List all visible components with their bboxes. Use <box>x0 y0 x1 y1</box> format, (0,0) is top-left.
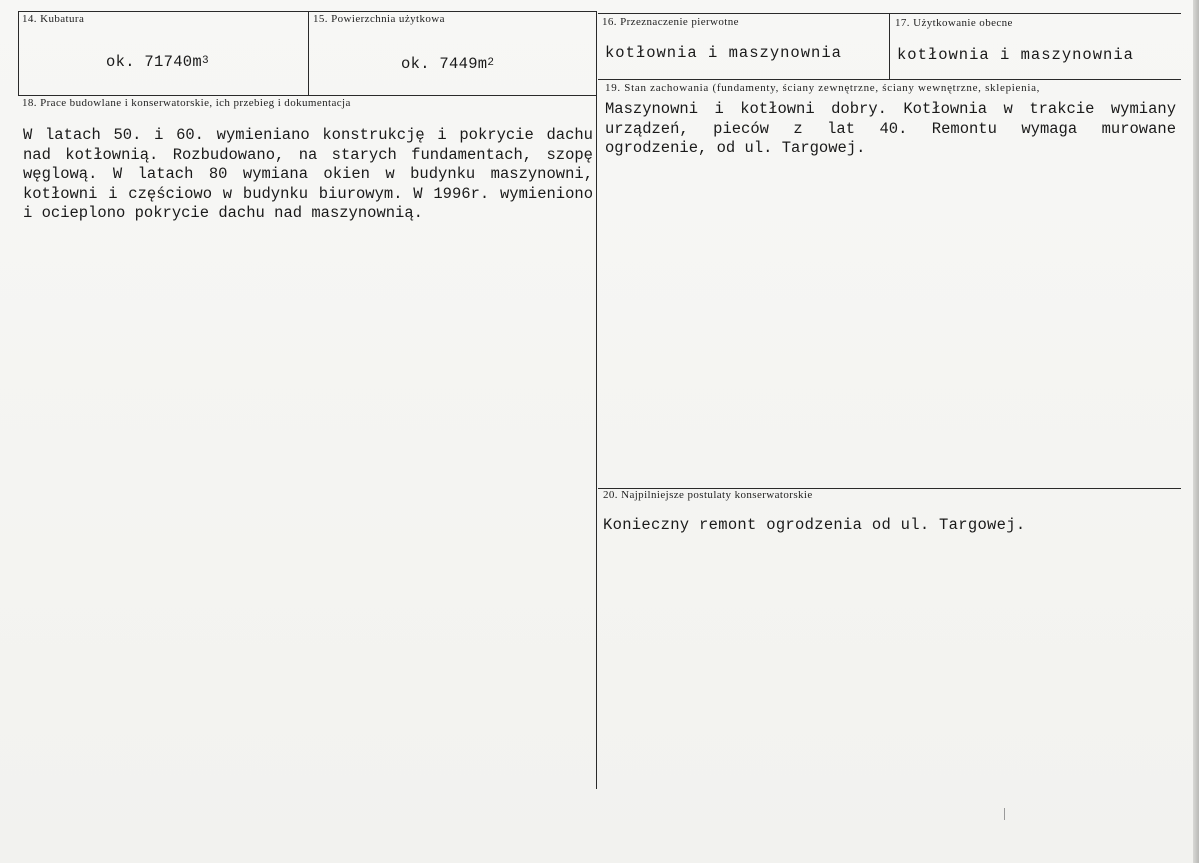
field-19-text: Maszynowni i kotłowni dobry. Kotłownia w trakcie wymiany urządzeń, pieców z lat 40. Remontu wymaga murowane ogrodzenie, od ul. Targowej. <box>605 100 1176 157</box>
field-19-label: 19. Stan zachowania (fundamenty, ściany zewnętrzne, ściany wewnętrzne, sklepienia, <box>605 82 1041 94</box>
field-20-label: 20. Najpilniejsze postulaty konserwatorskie <box>603 489 813 501</box>
field-15-value-exponent: 2 <box>487 57 495 69</box>
field-16-value: kotłownia i maszynownia <box>605 44 842 62</box>
field-14-value <box>106 53 209 71</box>
rule-left-edge <box>18 11 19 95</box>
card-edge <box>1193 0 1199 863</box>
field-20-text: Konieczny remont ogrodzenia od ul. Targowej. <box>603 516 1026 534</box>
field-17-value: kotłownia i maszynownia <box>897 46 1134 64</box>
field-16-label: 16. Przeznaczenie pierwotne <box>602 16 739 28</box>
rule-right-tick <box>1004 808 1005 820</box>
rule-under-16-17 <box>598 79 1181 80</box>
field-14-value-exponent: 3 <box>202 55 209 67</box>
rule-under-14-15 <box>18 95 596 96</box>
rule-top-left <box>18 11 596 12</box>
field-15-value <box>401 55 494 73</box>
field-14-value-text: ok. 71740m <box>106 53 203 71</box>
rule-divider-main <box>596 11 597 789</box>
field-14-label: 14. Kubatura <box>22 13 85 25</box>
field-15-value-text: ok. 7449m <box>401 55 488 73</box>
rule-divider-14-15 <box>308 11 309 95</box>
field-18-label: 18. Prace budowlane i konserwatorskie, ich przebieg i dokumentacja <box>22 97 351 109</box>
field-17-label: 17. Użytkowanie obecne <box>895 17 1013 29</box>
field-18-text: W latach 50. i 60. wymieniano konstrukcję i pokrycie dachu nad kotłownią. Rozbudowano, na starych fundamentach, szopę węglową. W latach 80 wymiana okien w budynku maszynowni, kotłowni i częściowo w budynku biurowym. W 1996r. wymieniono i ocieplono pokrycie dachu nad maszynownią. <box>23 126 593 222</box>
rule-divider-16-17 <box>889 13 890 79</box>
field-15-label: 15. Powierzchnia użytkowa <box>313 13 445 25</box>
